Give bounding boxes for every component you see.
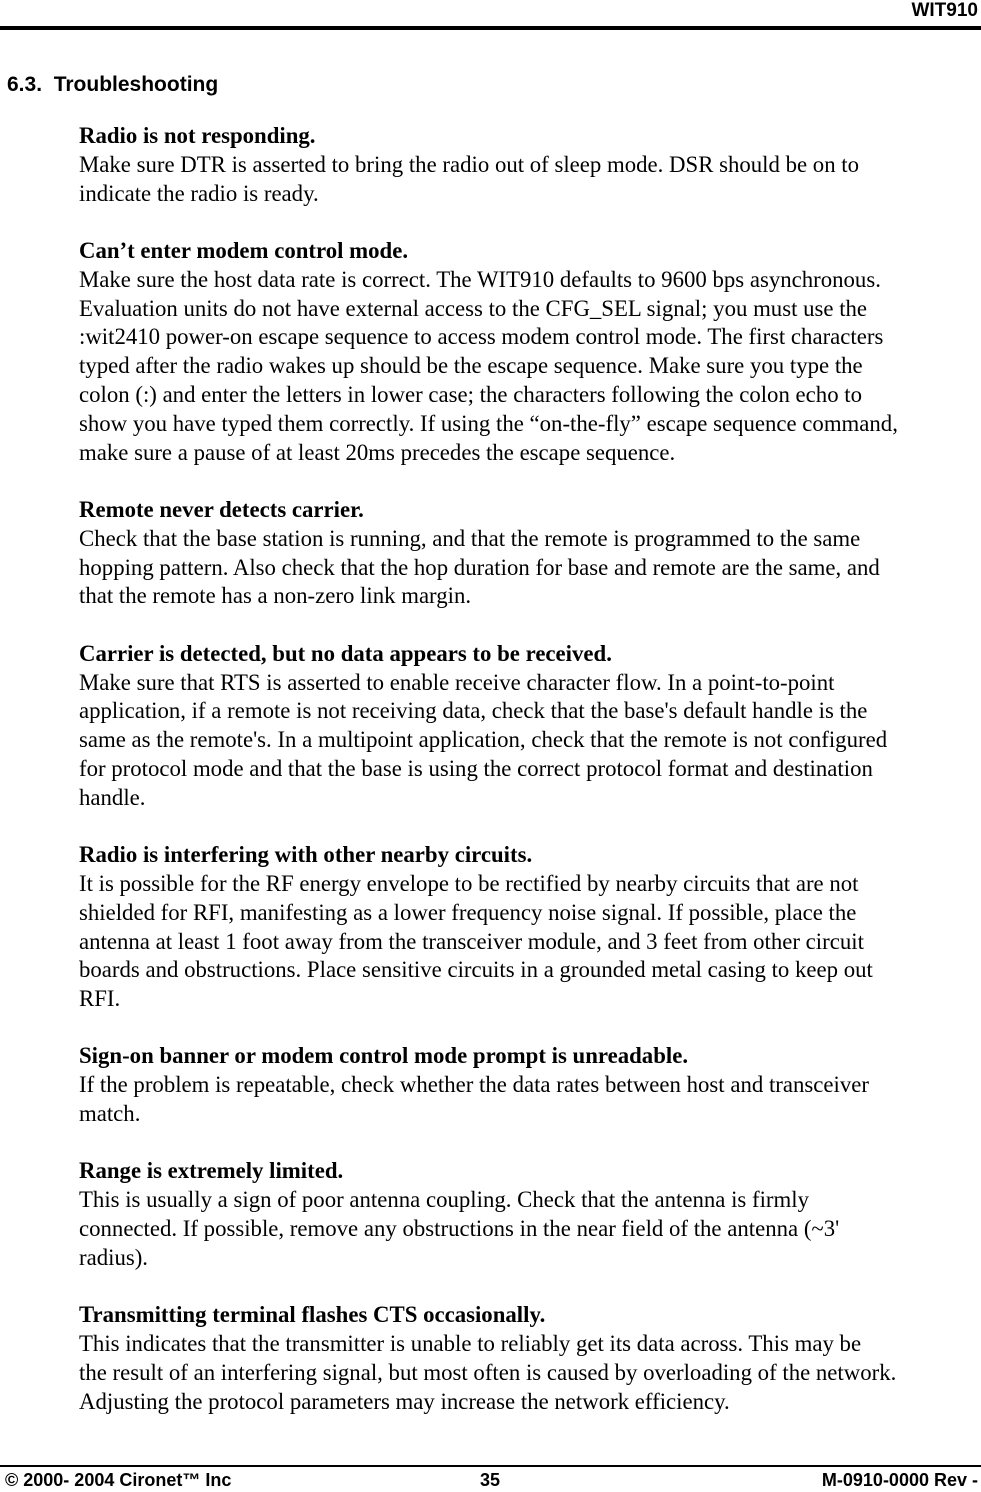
item-text-line: antenna at least 1 foot away from the transceiver module, and 3 feet from other circuit — [79, 928, 864, 954]
item-text-line: Adjusting the protocol parameters may increase the network efficiency. — [79, 1388, 730, 1414]
item-text-line: indicate the radio is ready. — [79, 180, 319, 206]
item-text-line: Make sure the host data rate is correct. The WIT910 defaults to 9600 bps asynchronous. — [79, 266, 881, 292]
page-number: 35 — [480, 1470, 501, 1490]
item-text-line: This indicates that the transmitter is unable to reliably get its data across. This may be — [79, 1331, 862, 1357]
item-heading: Remote never detects carrier. — [79, 496, 364, 522]
item-heading: Transmitting terminal flashes CTS occasionally. — [79, 1302, 546, 1328]
item-heading: Radio is not responding. — [79, 123, 316, 148]
item-text-line: the result of an interfering signal, but most often is caused by overloading of the network. — [79, 1359, 897, 1385]
item-text-line: for protocol mode and that the base is using the correct protocol format and destination — [79, 755, 873, 781]
item-text-line: RFI. — [79, 986, 121, 1012]
item-text-line: same as the remote's. In a multipoint application, check that the remote is not configured — [79, 727, 888, 753]
item-text-line: connected. If possible, remove any obstructions in the near field of the antenna (~3' — [79, 1216, 840, 1242]
troubleshooting-item — [79, 640, 979, 813]
item-text-line: Evaluation units do not have external access to the CFG_SEL signal; you must use the — [79, 295, 868, 321]
item-heading: Radio is interfering with other nearby circuits. — [79, 842, 533, 868]
item-text-line: This is usually a sign of poor antenna coupling. Check that the antenna is firmly — [79, 1187, 809, 1213]
item-heading: Carrier is detected, but no data appears to be received. — [79, 640, 612, 666]
document-number: M-0910-0000 Rev - — [821, 1470, 978, 1490]
item-text-line: hopping pattern. Also check that the hop duration for base and remote are the same, and — [79, 554, 880, 580]
troubleshooting-item — [79, 1157, 979, 1272]
item-text-line: colon (:) and enter the letters in lower case; the characters following the colon echo to — [79, 381, 863, 407]
section-title: 6.3. Troubleshooting — [7, 73, 219, 96]
item-text-line: shielded for RFI, manifesting as a lower frequency noise signal. If possible, place the — [79, 899, 857, 925]
item-text-line: boards and obstructions. Place sensitive circuits in a grounded metal casing to keep out — [79, 957, 873, 983]
item-text-line: make sure a pause of at least 20ms precedes the escape sequence. — [79, 439, 676, 465]
item-text-line: application, if a remote is not receiving data, check that the base's default handle is the — [79, 698, 868, 724]
header-divider — [0, 26, 981, 30]
troubleshooting-item — [79, 1042, 979, 1128]
troubleshooting-list — [79, 122, 979, 1445]
item-text-line: radius). — [79, 1244, 149, 1270]
item-text-line: match. — [79, 1101, 141, 1127]
item-text-line: handle. — [79, 784, 146, 810]
item-text-line: :wit2410 power-on escape sequence to access modem control mode. The first characters — [79, 324, 884, 350]
troubleshooting-item — [79, 1301, 979, 1416]
item-text-line: that the remote has a non-zero link margin. — [79, 583, 472, 609]
troubleshooting-item — [79, 841, 979, 1014]
troubleshooting-item — [79, 237, 979, 467]
item-text-line: Make sure that RTS is asserted to enable receive character flow. In a point-to-point — [79, 669, 835, 695]
copyright-notice: © 2000- 2004 Cironet™ Inc — [5, 1470, 232, 1490]
page-footer — [5, 1470, 978, 1492]
document-id: WIT910 — [911, 0, 978, 21]
troubleshooting-item — [79, 122, 979, 208]
item-text-line: typed after the radio wakes up should be the escape sequence. Make sure you type the — [79, 353, 863, 379]
item-heading: Can’t enter modem control mode. — [79, 237, 409, 263]
item-heading: Sign-on banner or modem control mode prompt is unreadable. — [79, 1043, 689, 1069]
item-text-line: If the problem is repeatable, check whether the data rates between host and transceiver — [79, 1072, 869, 1098]
item-text-line: show you have typed them correctly. If using the “on-the-fly” escape sequence command, — [79, 410, 898, 436]
item-text-line: Check that the base station is running, and that the remote is programmed to the same — [79, 525, 861, 551]
footer-divider — [0, 1465, 981, 1467]
troubleshooting-item — [79, 496, 979, 611]
item-heading: Range is extremely limited. — [79, 1158, 344, 1184]
item-text-line: Make sure DTR is asserted to bring the radio out of sleep mode. DSR should be on to — [79, 151, 860, 177]
item-text-line: It is possible for the RF energy envelope to be rectified by nearby circuits that are not — [79, 870, 859, 896]
